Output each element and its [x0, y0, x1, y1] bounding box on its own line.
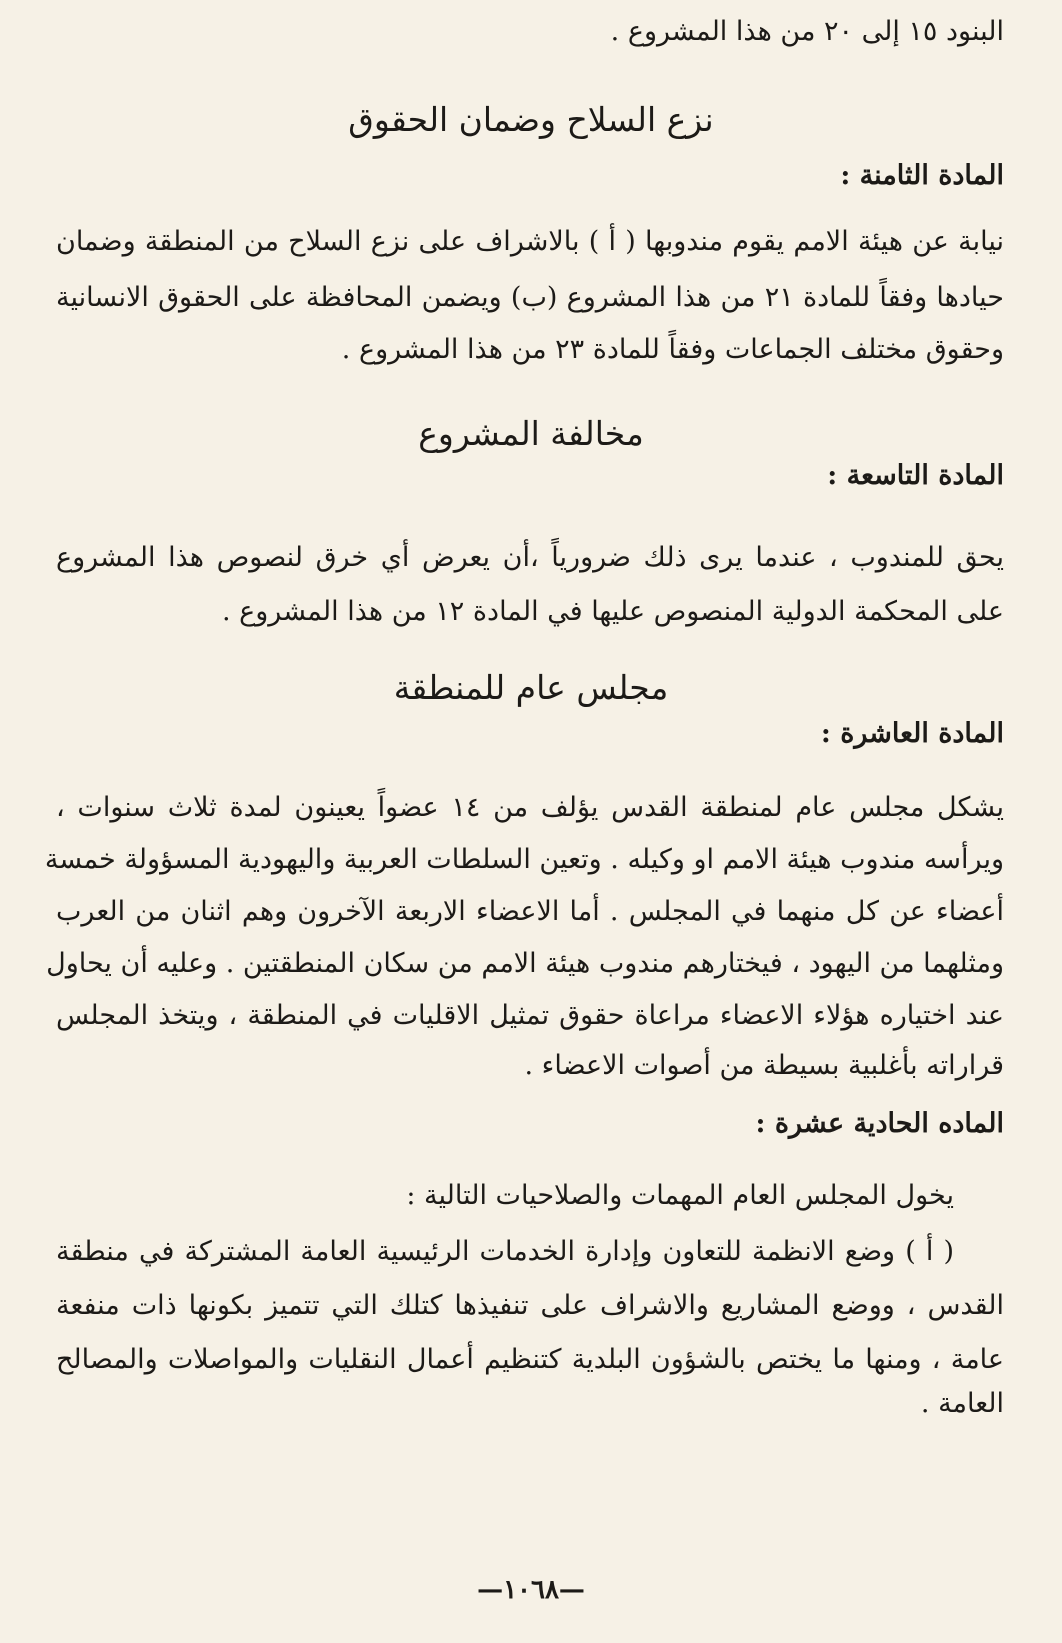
section-heading-general-council: مجلس عام للمنطقة — [393, 668, 669, 707]
article-8-title: المادة الثامنة : — [840, 160, 1004, 191]
article-10-title: المادة العاشرة : — [820, 718, 1004, 749]
article-9-title: المادة التاسعة : — [827, 460, 1004, 491]
paragraph-line: على المحكمة الدولية المنصوص عليها في المادة ١٢ من هذا المشروع . — [221, 596, 1004, 627]
paragraph-line: يحق للمندوب ، عندما يرى ذلك ضرورياً ،أن يعرض أي خرق لنصوص هذا المشروع — [56, 542, 1004, 573]
paragraph-line: وحقوق مختلف الجماعات وفقاً للمادة ٢٣ من هذا المشروع . — [341, 334, 1004, 365]
paragraph-line: نيابة عن هيئة الامم يقوم مندوبها ( أ ) بالاشراف على نزع السلاح من المنطقة وضمان — [56, 226, 1004, 257]
paragraph-line: ومثلهما من اليهود ، فيختارهم مندوب هيئة الامم من سكان المنطقتين . وعليه أن يحاول — [46, 948, 1004, 979]
article-11-title: الماده الحادية عشرة : — [755, 1108, 1004, 1139]
paragraph-line: القدس ، ووضع المشاريع والاشراف على تنفيذها كتلك التي تتميز بكونها ذات منفعة — [56, 1290, 1004, 1321]
paragraph-line: حيادها وفقاً للمادة ٢١ من هذا المشروع (ب) ويضمن المحافظة على الحقوق الانسانية — [56, 282, 1004, 313]
page-number: —١٠٦٨— — [477, 1575, 585, 1605]
intro-line: البنود ١٥ إلى ٢٠ من هذا المشروع . — [610, 16, 1004, 47]
paragraph-line: عامة ، ومنها ما يختص بالشؤون البلدية كتنظيم أعمال النقليات والمواصلات والمصالح — [56, 1344, 1004, 1375]
section-heading-violation: مخالفة المشروع — [418, 414, 644, 453]
paragraph-line: أعضاء عن كل منهما في المجلس . أما الاعضاء الاربعة الآخرون وهم اثنان من العرب — [56, 896, 1004, 927]
paragraph-line: ويرأسه مندوب هيئة الامم او وكيله . وتعين السلطات العربية واليهودية المسؤولة خمسة — [44, 844, 1004, 875]
section-heading-disarmament: نزع السلاح وضمان الحقوق — [348, 100, 714, 139]
paragraph-line: قراراته بأغلبية بسيطة من أصوات الاعضاء . — [524, 1050, 1004, 1081]
paragraph-line: يشكل مجلس عام لمنطقة القدس يؤلف من ١٤ عضواً يعينون لمدة ثلاث سنوات ، — [56, 792, 1004, 823]
paragraph-line: عند اختياره هؤلاء الاعضاء مراعاة حقوق تمثيل الاقليات في المنطقة ، ويتخذ المجلس — [56, 1000, 1004, 1031]
paragraph-line: يخول المجلس العام المهمات والصلاحيات التالية : — [406, 1180, 954, 1211]
paragraph-line: العامة . — [920, 1388, 1004, 1419]
paragraph-line: ( أ ) وضع الانظمة للتعاون وإدارة الخدمات الرئيسية العامة المشتركة في منطقة — [56, 1236, 954, 1267]
